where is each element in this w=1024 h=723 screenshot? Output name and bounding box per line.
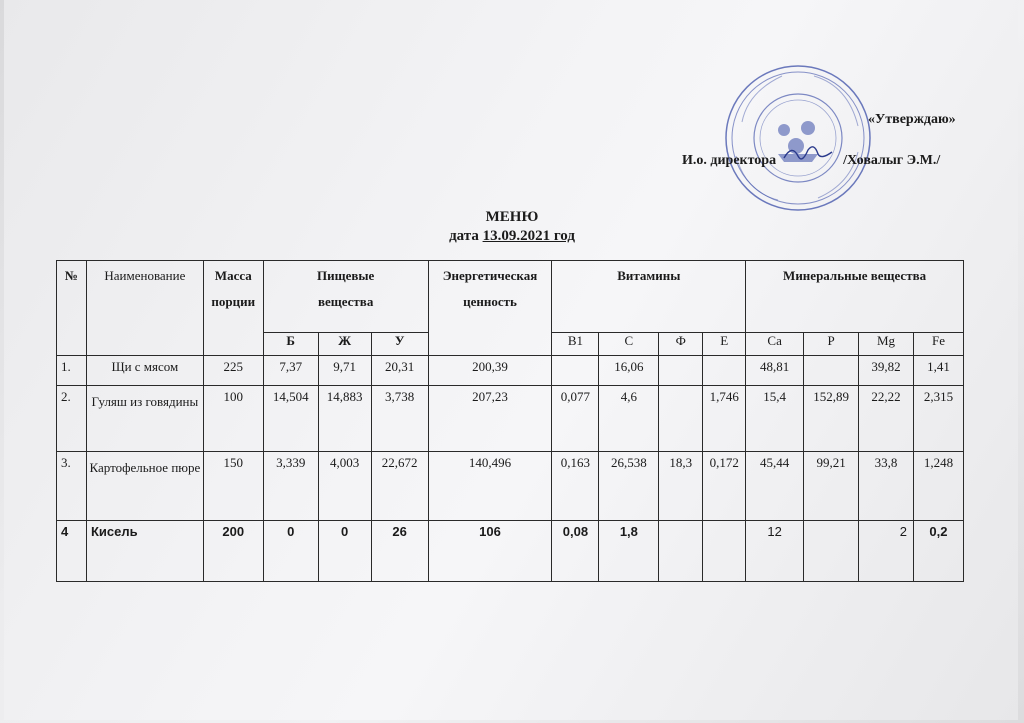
col-energy-line1: Энергетическая xyxy=(442,268,538,283)
row-energy: 207,23 xyxy=(428,386,552,452)
row-p: 99,21 xyxy=(804,452,859,521)
row-energy: 200,39 xyxy=(428,356,552,386)
row-p xyxy=(804,356,859,386)
row-e xyxy=(703,521,746,582)
row-e xyxy=(703,356,746,386)
row-f xyxy=(659,521,703,582)
table-row xyxy=(57,452,964,521)
row-b: 14,504 xyxy=(263,386,318,452)
sub-e: E xyxy=(703,333,746,356)
row-mg: 22,22 xyxy=(859,386,914,452)
col-energy xyxy=(428,261,552,356)
row-num: 4 xyxy=(57,521,87,582)
row-name: Щи с мясом xyxy=(86,356,203,386)
table-row xyxy=(57,386,964,452)
row-b: 7,37 xyxy=(263,356,318,386)
row-c: 1,8 xyxy=(599,521,659,582)
col-minerals: Минеральные вещества xyxy=(746,261,964,333)
row-ca: 15,4 xyxy=(746,386,804,452)
row-b1: 0,08 xyxy=(552,521,599,582)
col-mass-line2: порции xyxy=(211,294,256,309)
row-c: 26,538 xyxy=(599,452,659,521)
row-mass: 200 xyxy=(203,521,263,582)
row-num: 1. xyxy=(57,356,87,386)
row-e: 0,172 xyxy=(703,452,746,521)
col-energy-line2: ценность xyxy=(463,294,517,309)
sub-b: Б xyxy=(263,333,318,356)
col-vitamins: Витамины xyxy=(552,261,746,333)
row-u: 3,738 xyxy=(371,386,428,452)
sub-zh: Ж xyxy=(318,333,371,356)
row-p xyxy=(804,521,859,582)
sub-b1: B1 xyxy=(552,333,599,356)
col-nutrients-line1: Пищевые xyxy=(317,268,375,283)
row-num: 3. xyxy=(57,452,87,521)
sub-u: У xyxy=(371,333,428,356)
row-energy: 140,496 xyxy=(428,452,552,521)
row-name: Картофельное пюре xyxy=(86,452,203,521)
row-mass: 225 xyxy=(203,356,263,386)
col-name: Наименование xyxy=(86,261,203,356)
col-mass-line1: Масса xyxy=(214,268,252,283)
row-u: 26 xyxy=(371,521,428,582)
row-fe: 2,315 xyxy=(913,386,963,452)
row-b: 0 xyxy=(263,521,318,582)
table-header-row xyxy=(57,261,964,333)
row-ca: 45,44 xyxy=(746,452,804,521)
row-c: 16,06 xyxy=(599,356,659,386)
row-mass: 150 xyxy=(203,452,263,521)
sub-mg: Mg xyxy=(859,333,914,356)
sub-c: C xyxy=(599,333,659,356)
date-value: 13.09.2021 год xyxy=(482,228,575,244)
row-e: 1,746 xyxy=(703,386,746,452)
row-u: 20,31 xyxy=(371,356,428,386)
row-b: 3,339 xyxy=(263,452,318,521)
row-mg: 33,8 xyxy=(859,452,914,521)
col-nutrients-line2: вещества xyxy=(317,294,374,309)
date-label: дата xyxy=(449,228,479,244)
official-seal-stamp xyxy=(722,62,874,214)
row-b1: 0,077 xyxy=(552,386,599,452)
row-c: 4,6 xyxy=(599,386,659,452)
table-row xyxy=(57,356,964,386)
director-label: И.о. директора xyxy=(682,153,777,168)
sub-fe: Fe xyxy=(913,333,963,356)
row-energy: 106 xyxy=(428,521,552,582)
director-name: /Ховалыг Э.М./ xyxy=(843,153,941,168)
director-line xyxy=(682,144,940,169)
row-ca: 48,81 xyxy=(746,356,804,386)
row-mg: 39,82 xyxy=(859,356,914,386)
row-fe: 0,2 xyxy=(913,521,963,582)
row-fe: 1,41 xyxy=(913,356,963,386)
sub-f: Ф xyxy=(659,333,703,356)
signature xyxy=(780,144,840,169)
row-num: 2. xyxy=(57,386,87,452)
row-f: 18,3 xyxy=(659,452,703,521)
col-mass xyxy=(203,261,263,356)
row-zh: 4,003 xyxy=(318,452,371,521)
row-zh: 9,71 xyxy=(318,356,371,386)
row-p: 152,89 xyxy=(804,386,859,452)
col-nutrients xyxy=(263,261,428,333)
row-mg: 2 xyxy=(859,521,914,582)
row-b1 xyxy=(552,356,599,386)
row-name: Гуляш из говядины xyxy=(86,386,203,452)
date-line xyxy=(0,228,1024,245)
row-u: 22,672 xyxy=(371,452,428,521)
row-b1: 0,163 xyxy=(552,452,599,521)
row-ca: 12 xyxy=(746,521,804,582)
row-mass: 100 xyxy=(203,386,263,452)
sub-p: P xyxy=(804,333,859,356)
row-zh: 0 xyxy=(318,521,371,582)
table-row xyxy=(57,521,964,582)
menu-table xyxy=(56,260,964,582)
sub-ca: Ca xyxy=(746,333,804,356)
approval-text: «Утверждаю» xyxy=(868,112,956,127)
row-name: Кисель xyxy=(86,521,203,582)
page-title: МЕНЮ xyxy=(485,209,539,225)
col-num: № xyxy=(57,261,87,356)
row-zh: 14,883 xyxy=(318,386,371,452)
row-f xyxy=(659,386,703,452)
row-f xyxy=(659,356,703,386)
row-fe: 1,248 xyxy=(913,452,963,521)
